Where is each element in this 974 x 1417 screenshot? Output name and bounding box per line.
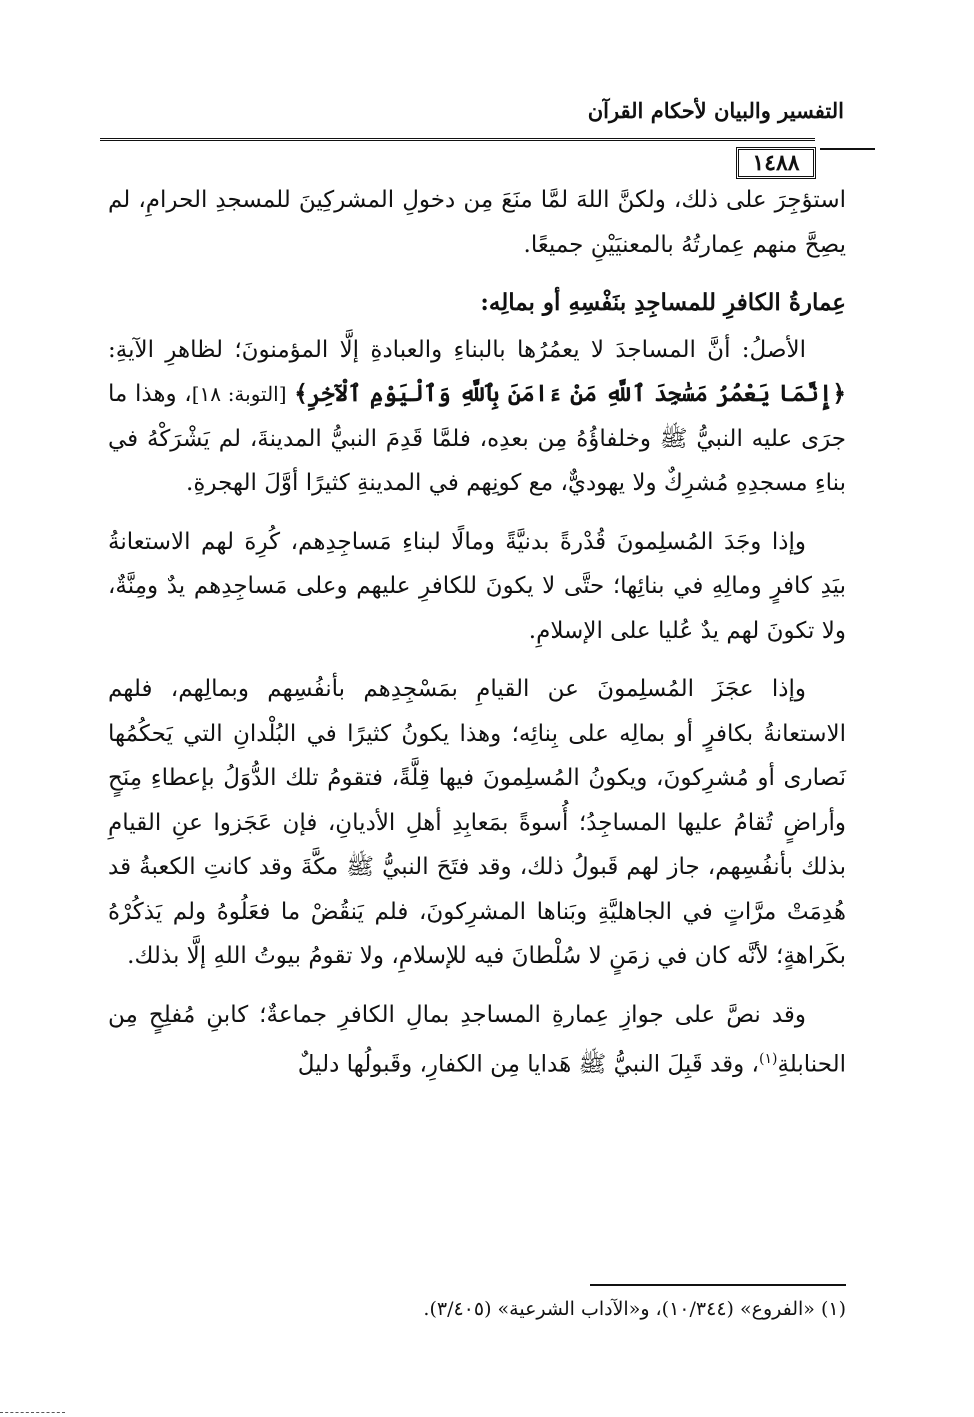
footnote: (١) «الفروع» (١٠/٣٤٤)، و«الآداب الشرعية» (٣/٤٠٥). xyxy=(423,1298,846,1320)
footnote-rule xyxy=(590,1284,846,1286)
paragraph-1: استؤجِرَ على ذلك، ولكنَّ اللهَ لمَّا منَعَ مِن دخولِ المشركِينَ للمسجدِ الحرامِ، لم يصِحَّ منهم عِمارتُهُ بالمعنيَيْنِ جميعًا. xyxy=(108,187,846,258)
body-text xyxy=(108,178,846,1087)
header-rule-short xyxy=(820,148,875,150)
section-heading: عِمارةُ الكافرِ للمساجِدِ بنَفْسِهِ أو بمالِه: xyxy=(480,289,846,316)
paragraph-4: وإذا عجَزَ المُسلِمونَ عن القيامِ بمَسْجِدِهم بأنفُسِهم وبمالِهم، فلهم الاستعانةُ بكافرٍ أو بمالِه على بِنائِه؛ وهذا يكونُ كثيرًا في البُلْدانِ التي يَحكُمُها نَصارى أو مُشرِكونَ، ويكونُ المُسلِمونَ فيها قِلَّةً، فتقومُ تلك الدُّوَلُ بإعطاءِ مِنَحٍ وأراضٍ تُقامُ عليها المساجِدُ؛ أُسوةً بمَعابِدِ أهلِ الأديانِ، فإن عَجَزوا عنِ القيامِ بذلك بأنفُسِهم، جاز لهم قَبولُ ذلك، وقد فتَحَ النبيُّ ﷺ مكَّةَ وقد كانتِ الكعبةُ قد هُدِمَتْ مرَّاتٍ في الجاهليَّةِ وبَناها المشرِكونَ، فلم يَنقُضْ ما فعَلُوهُ ولم يَذكُرْهُ بكَراهةٍ؛ لأنَّه كان في زمَنٍ لا سُلْطانَ فيه للإسلامِ، ولا تقومُ بيوتُ اللهِ إلَّا بذلك. xyxy=(108,676,846,969)
paragraph-5-text: وقد نصَّ على جوازِ عِمارةِ المساجدِ بمالِ الكافرِ جماعةٌ؛ كابنِ مُفلِحٍ مِن الحنابلةِ xyxy=(108,1001,846,1078)
verse-reference: [التوبة: ١٨] xyxy=(191,382,287,406)
paragraph-5 xyxy=(108,993,846,1088)
paragraph-3: وإذا وجَدَ المُسلِمونَ قُدْرةً بدنيَّةً ومالًا لبناءِ مَساجِدِهم، كُرِهَ لهم الاستعانةُ بيَدِ كافرٍ ومالِهِ في بنائِها؛ حتَّى لا يكونَ للكافرِ عليهم وعلى مَساجِدِهم يدٌ ومِنَّةٌ، ولا تكونَ لهم يدٌ عُليا على الإسلامِ. xyxy=(108,528,846,644)
paragraph-2-text: الأصلُ: أنَّ المساجدَ لا يعمُرُها بالبناءِ والعبادةِ إلَّا المؤمنونَ؛ لظاهرِ الآيةِ: xyxy=(108,336,806,363)
paragraph-5-continuation: ، وقد قَبِلَ النبيُّ ﷺ هَدايا مِن الكفارِ، وقَبولُها دليلٌ xyxy=(297,1051,759,1078)
page-number: ١٤٨٨ xyxy=(736,147,816,179)
footnote-marker: (١) xyxy=(758,1051,778,1067)
header-rule xyxy=(100,138,815,141)
paragraph-2 xyxy=(108,328,846,506)
paragraph-2-continuation: ، وهذا ما جرَى عليه النبيُّ ﷺ وخلفاؤُهُ مِن بعدِه، فلمَّا قَدِمَ النبيُّ المدينةَ، لم يَشْرَكْهُ في بناءِ مسجدِهِ مُشرِكٌ ولا يهوديٌّ، مع كونِهم في المدينةِ كثيرًا أوَّلَ الهجرةِ. xyxy=(108,381,846,496)
scan-edge-mark xyxy=(0,1412,65,1413)
running-title: التفسير والبيان لأحكام القرآن xyxy=(587,98,844,123)
quran-verse: ﴿إِنَّمَا يَعْمُرُ مَسَٰجِدَ ٱللَّهِ مَنْ ءَامَنَ بِٱللَّهِ وَٱلْيَوْمِ ٱلْآخِرِ﴾ xyxy=(294,380,846,407)
